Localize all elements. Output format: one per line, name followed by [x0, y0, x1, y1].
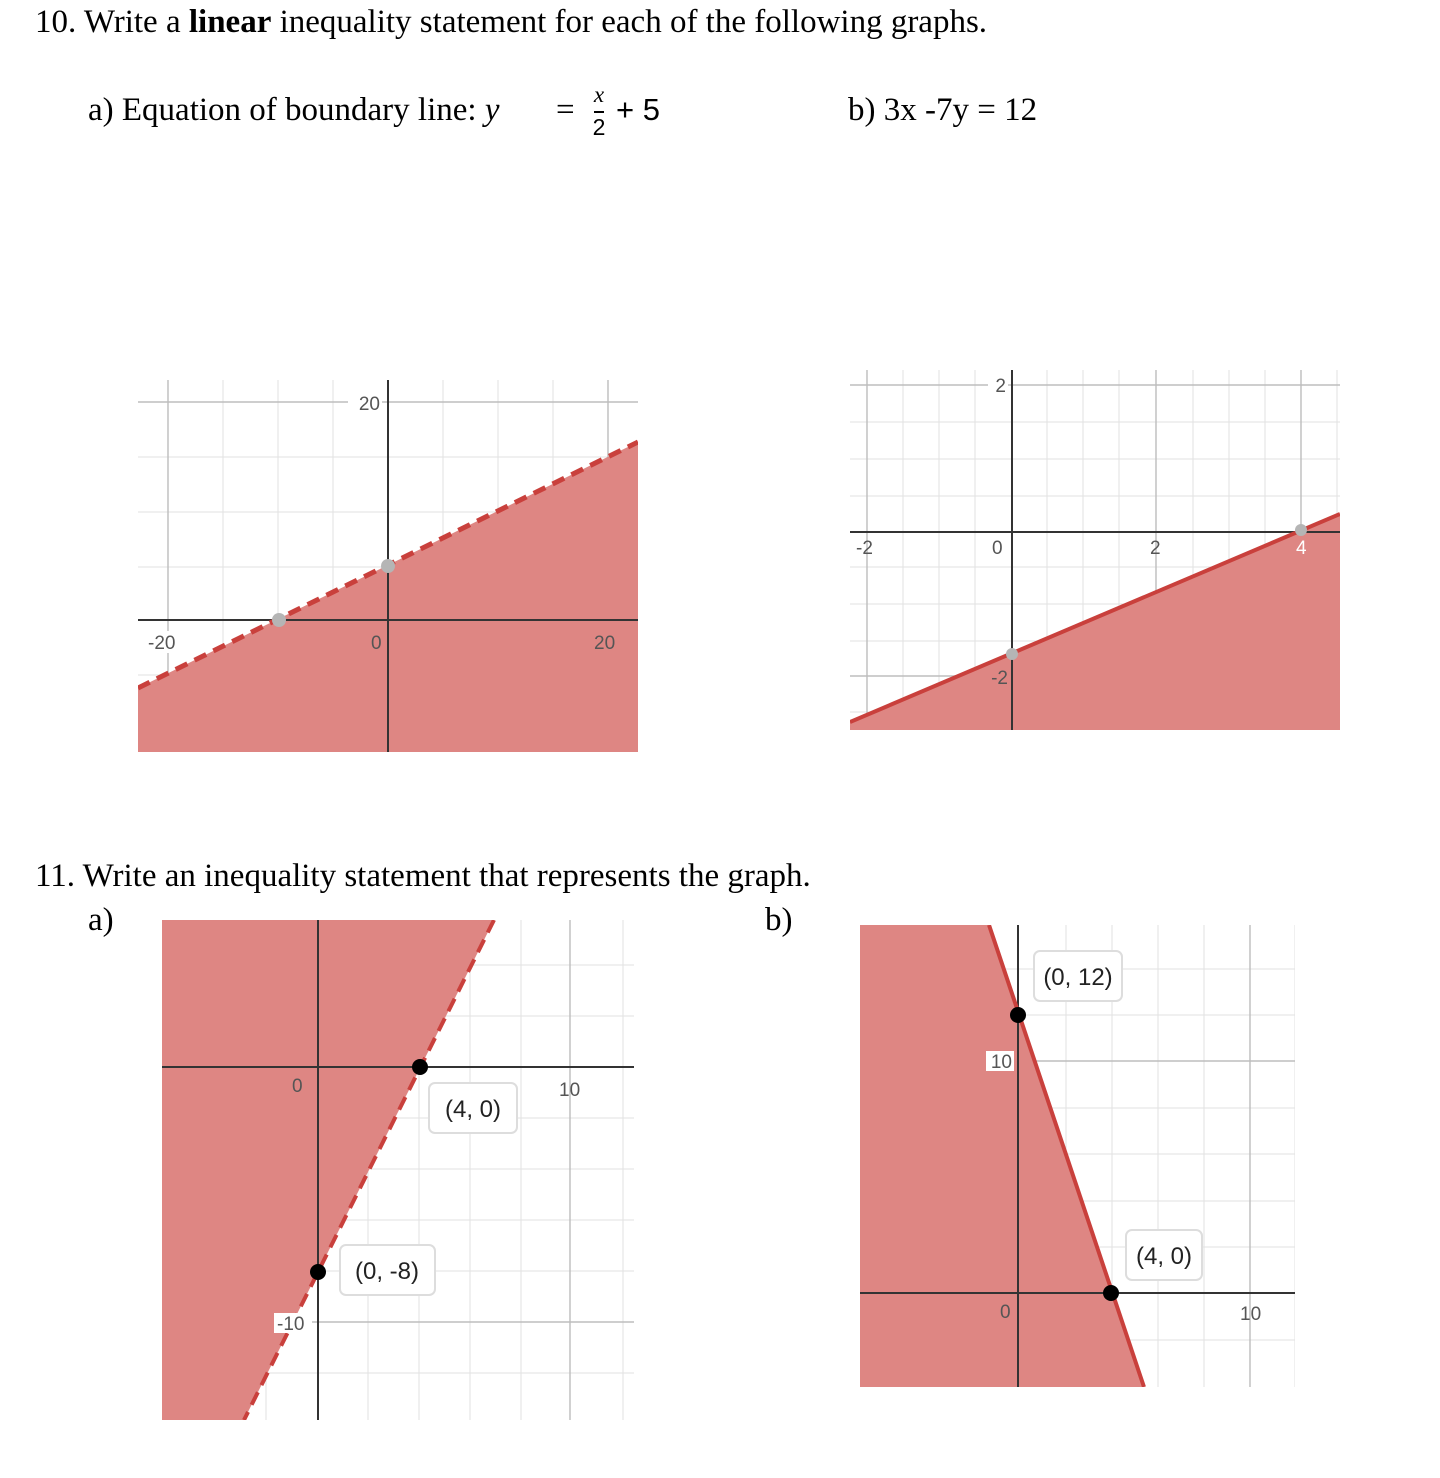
tick-label: -20 [148, 633, 176, 654]
tick-label: 0 [992, 538, 1003, 559]
fraction-denominator: 2 [592, 114, 606, 140]
fraction-bar [594, 111, 604, 113]
point-0-12 [1010, 1007, 1026, 1023]
point-label-0-neg8 [340, 1245, 435, 1295]
intercept-point [1006, 648, 1018, 660]
fraction-numerator: x [593, 82, 605, 107]
q11b-label: b) [765, 902, 793, 938]
tick-label: 20 [358, 394, 380, 415]
point-4-0 [1103, 1285, 1119, 1301]
tick-label: -2 [991, 668, 1008, 689]
intercept-point [272, 613, 286, 627]
intercept-point [1295, 524, 1307, 536]
intercept-point [381, 559, 395, 573]
tick-label: 2 [1150, 538, 1161, 559]
coordinate-label: (4, 0) [444, 1096, 502, 1123]
q10a-label: a) Equation of boundary line: y [88, 92, 500, 128]
graph-11a [162, 920, 634, 1420]
tick-label: 4 [1296, 538, 1307, 559]
point-label-0-12 [1034, 951, 1122, 1001]
coordinate-label: (4, 0) [1135, 1243, 1193, 1270]
tick-label: 0 [292, 1076, 303, 1097]
graph-10a [138, 380, 638, 752]
graph-10b [850, 370, 1340, 730]
q10a-equals: = [556, 92, 575, 128]
graph-11b [860, 925, 1295, 1387]
tick-label: 2 [995, 376, 1006, 397]
bold-linear: linear [188, 4, 272, 40]
tick-label: 10 [559, 1080, 581, 1101]
shaded-region [162, 920, 494, 1420]
tick-label: 20 [594, 633, 616, 654]
tick-label: -10 [277, 1314, 305, 1335]
coordinate-label: (0, -8) [354, 1258, 420, 1285]
q10a-fraction [588, 84, 610, 139]
point-label-4-0 [1126, 1230, 1202, 1280]
point-label-4-0 [429, 1083, 517, 1133]
q11a-label: a) [88, 902, 114, 938]
q10b-label: b) 3x -7y = 12 [848, 92, 1038, 128]
question-11-title: 11. Write an inequality statement that represents the graph. [35, 858, 811, 894]
coordinate-label: (0, 12) [1043, 964, 1113, 991]
point-0-neg8 [310, 1264, 326, 1280]
question-10-title: 10. Write a linear inequality statement for each of the following graphs. [35, 4, 988, 40]
point-4-0 [412, 1059, 428, 1075]
tick-label: 10 [990, 1052, 1012, 1073]
q10a-tail: + 5 [616, 92, 660, 127]
tick-label: 0 [1000, 1302, 1011, 1323]
tick-label: 10 [1240, 1304, 1262, 1325]
tick-label: 0 [371, 633, 382, 654]
tick-label: -2 [856, 538, 873, 559]
